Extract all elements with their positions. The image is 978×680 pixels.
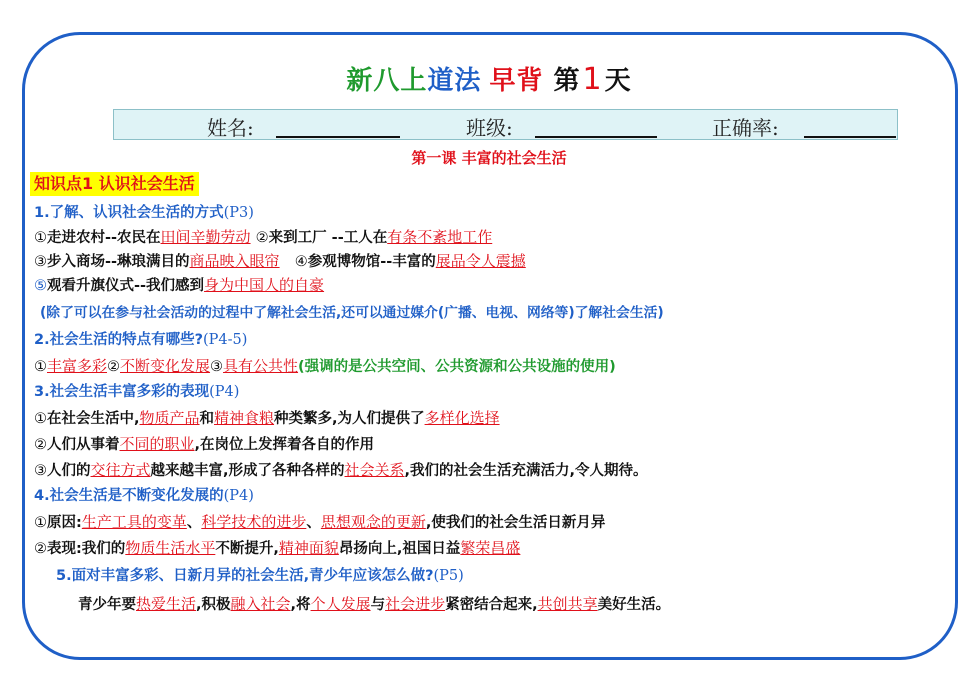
- line-8: [34, 510, 605, 534]
- section-4-heading: [34, 484, 254, 508]
- list-marker: ①: [34, 359, 47, 375]
- line-7: [34, 458, 648, 482]
- line-text: 越来越丰富,形成了各种各样的: [150, 463, 345, 479]
- answer-blank: 热爱生活: [136, 595, 197, 613]
- answer-blank: 不同的职业: [119, 435, 195, 453]
- line-text: 不断提升,: [215, 541, 279, 557]
- line-6: [34, 432, 374, 456]
- section-1-page: (P3): [223, 205, 254, 221]
- answer-blank: 具有公共性: [223, 357, 299, 375]
- answer-blank: 交往方式: [90, 461, 151, 479]
- answer-blank: 融入社会: [230, 595, 291, 613]
- answer-blank: 身为中国人的自豪: [204, 276, 325, 294]
- line-text: 参观博物馆--丰富的: [307, 254, 436, 270]
- name-field[interactable]: [276, 136, 400, 138]
- section-5-text: 5.面对丰富多彩、日新月异的社会生活,青少年应该怎么做?: [56, 568, 434, 584]
- list-marker: ⑤: [34, 278, 47, 294]
- knowledge-point-heading: 知识点1 认识社会生活: [30, 172, 199, 196]
- line-text: 昂扬向上,祖国日益: [338, 541, 461, 557]
- title-tian: 天: [604, 66, 632, 96]
- list-marker: ②: [255, 230, 269, 246]
- title-morning: 早背: [489, 66, 544, 96]
- answer-blank: 精神食粮: [214, 409, 275, 427]
- list-marker: ③: [34, 254, 47, 270]
- list-marker: ①: [34, 515, 47, 531]
- line-text: 来到工厂 --工人在: [268, 230, 388, 246]
- line-text: 观看升旗仪式--我们感到: [47, 278, 205, 294]
- name-label: 姓名:: [207, 116, 254, 140]
- line-text: 种类繁多,为人们提供了: [274, 411, 425, 427]
- class-field[interactable]: [535, 136, 657, 138]
- lesson-title: 第一课 丰富的社会生活: [411, 149, 567, 167]
- answer-blank: 生产工具的变革: [81, 513, 187, 531]
- line-text: 在社会生活中,: [47, 411, 140, 427]
- title-subject: 道法: [427, 66, 482, 96]
- answer-blank: 科学技术的进步: [201, 513, 307, 531]
- line-text: 走进农村--农民在: [47, 230, 161, 246]
- line-text: 美好生活。: [597, 597, 671, 613]
- section-2-heading: [34, 328, 247, 352]
- list-marker: ①: [34, 230, 47, 246]
- line-text: 人们的: [47, 463, 91, 479]
- line-text: 与: [370, 597, 386, 613]
- answer-blank: 不断变化发展: [120, 357, 211, 375]
- list-marker: ②: [34, 437, 47, 453]
- list-marker: ②: [107, 359, 121, 375]
- list-marker: ②: [34, 541, 47, 557]
- line-text: 步入商场--琳琅满目的: [47, 254, 190, 270]
- list-marker: ③: [210, 359, 224, 375]
- title-di: 第: [553, 66, 581, 96]
- title-day-number: 1: [582, 62, 603, 97]
- note-media: (除了可以在参与社会活动的过程中了解社会生活,还可以通过媒介(广播、电视、网络等)了解社会生活): [40, 305, 664, 321]
- answer-blank: 繁荣昌盛: [460, 539, 521, 557]
- accuracy-label: 正确率:: [712, 116, 779, 140]
- student-info-box: [113, 109, 898, 140]
- line-text: 人们从事着: [47, 437, 120, 453]
- section-2-text: 2.社会生活的特点有哪些?: [34, 332, 204, 348]
- line-3: [34, 273, 324, 297]
- list-marker: ①: [34, 411, 47, 427]
- section-5-heading: [56, 564, 464, 588]
- answer-blank: 物质产品: [139, 409, 200, 427]
- section-1-text: 1.了解、认识社会生活的方式: [34, 205, 224, 221]
- class-label: 班级:: [466, 116, 513, 140]
- answer-blank: 田间辛勤劳动: [160, 228, 251, 246]
- list-marker: ③: [34, 463, 47, 479]
- line-text: 和: [199, 411, 215, 427]
- line-10: [78, 592, 670, 616]
- answer-blank: 物质生活水平: [125, 539, 216, 557]
- line-text: 青少年要: [78, 597, 136, 613]
- section-2-page: (P4-5): [203, 332, 248, 348]
- answer-blank: 多样化选择: [424, 409, 500, 427]
- answer-blank: 个人发展: [310, 595, 371, 613]
- section-1-heading: [34, 201, 254, 225]
- answer-blank: 商品映入眼帘: [189, 252, 280, 270]
- line-text: ,我们的社会生活充满活力,令人期待。: [404, 463, 648, 479]
- line-4: [34, 354, 616, 378]
- title-grade: 新八上: [346, 66, 428, 96]
- answer-blank: 展品令人震撼: [435, 252, 526, 270]
- answer-blank: 社会关系: [344, 461, 405, 479]
- answer-blank: 社会进步: [385, 595, 446, 613]
- section-3-heading: [34, 380, 239, 404]
- line-text: 表现:我们的: [47, 541, 126, 557]
- section-5-page: (P5): [433, 568, 464, 584]
- section-3-page: (P4): [209, 384, 240, 400]
- answer-blank: 共创共享: [537, 595, 598, 613]
- answer-blank: 思想观念的更新: [320, 513, 426, 531]
- line-text: 原因:: [47, 515, 82, 531]
- section-4-text: 4.社会生活是不断变化发展的: [34, 488, 224, 504]
- line-text: 紧密结合起来,: [445, 597, 538, 613]
- line-1: [34, 225, 492, 249]
- line-9: [34, 536, 520, 560]
- line-text: ,积极: [196, 597, 231, 613]
- section-3-text: 3.社会生活丰富多彩的表现: [34, 384, 210, 400]
- accuracy-field[interactable]: [804, 136, 896, 138]
- list-marker: ④: [294, 254, 308, 270]
- line-text: ,在岗位上发挥着各自的作用: [194, 437, 375, 453]
- line-text: 、: [306, 515, 321, 531]
- section-4-page: (P4): [223, 488, 254, 504]
- public-note: (强调的是公共空间、公共资源和公共设施的使用): [298, 359, 616, 375]
- line-text: ,使我们的社会生活日新月异: [425, 515, 606, 531]
- page-title: [0, 60, 978, 97]
- line-2: [34, 249, 526, 273]
- line-text: 、: [186, 515, 202, 531]
- answer-blank: 有条不紊地工作: [387, 228, 493, 246]
- line-text: ,将: [290, 597, 311, 613]
- line-5: [34, 406, 500, 430]
- answer-blank: 精神面貌: [278, 539, 339, 557]
- answer-blank: 丰富多彩: [47, 357, 108, 375]
